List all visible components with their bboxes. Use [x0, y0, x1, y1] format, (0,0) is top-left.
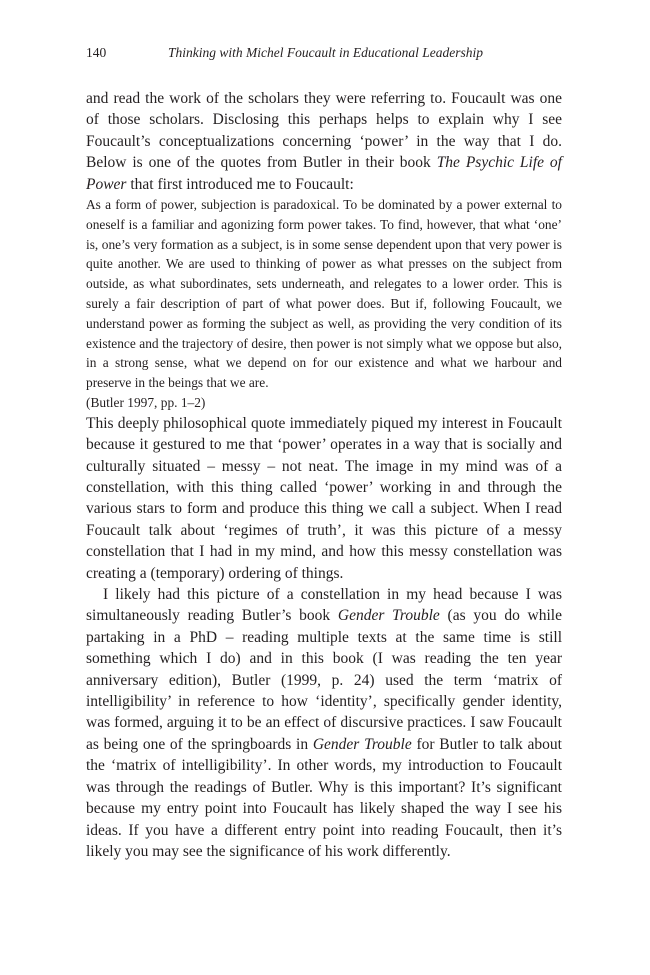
paragraph-1 [86, 88, 562, 195]
body-text [86, 88, 562, 862]
paragraph-1-text-b: that first introduced me to Foucault: [126, 175, 354, 193]
book-title-psychic-life: The Psychic Life of Power [86, 154, 562, 193]
paragraph-1-text-a: and read the work of the scholars they were referring to. Foucault was one of those scholars. Disclosing this perhaps helps to explain why I see Foucault’s conceptualizations concerning ‘power’ in the way that I do. Below is one of the quotes from Butler in their book [86, 90, 562, 172]
paragraph-2: This deeply philosophical quote immediately piqued my interest in Foucault because it gestured to me that ‘power’ operates in a way that is socially and culturally situated – messy – not neat. The image in my mind was of a constellation, with this thing called ‘power’ working in and through the various stars to form and produce this thing we call a subject. When I read Foucault talk about ‘regimes of truth’, it was this picture of a messy constellation that I had in my mind, and how this messy constellation was creating a (temporary) ordering of things. [86, 414, 562, 582]
book-title-gender-trouble-2: Gender Trouble [312, 735, 412, 753]
paragraph-3-text-c: for Butler to talk about the ‘matrix of intelligibility’. In other words, my introduction to Foucault was through the readings of Butler. Why is this important? It’s significant because my entry point into Foucault has likely shaped the way I see his ideas. If you have a different entry point into reading Foucault, then it’s likely you may see the significance of his work differently. [86, 735, 562, 860]
quote-citation: (Butler 1997, pp. 1–2) [86, 395, 206, 410]
paragraph-3-text-a: I likely had this picture of a constellation in my head because I was simultaneously reading Butler’s book [86, 586, 562, 625]
running-title: Thinking with Michel Foucault in Educational Leadership [168, 45, 483, 60]
page-number: 140 [86, 45, 107, 60]
paragraph-3-text-b: (as you do while partaking in a PhD – reading multiple texts at the same time is still something which I do) and in this book (I was reading the ten year anniversary edition), Butler (1999, p. 24) used the term ‘matrix of intelligibility’ in reference to how ‘identity’, specifically gender identity, was formed, arguing it to be an effect of discursive practices. I saw Foucault as being one of the springboards in [86, 607, 562, 753]
running-head [86, 45, 564, 65]
block-quote: As a form of power, subjection is paradoxical. To be dominated by a power external to oneself is a familiar and agonizing form power takes. To find, however, that what ‘one’ is, one’s very formation as a subject, is in some sense dependent upon that very power is quite another. We are used to thinking of power as what presses on the subject from outside, as what subordinates, sets underneath, and relegates to a lower order. This is surely a fair description of part of what power does. But if, following Foucault, we understand power as forming the subject as well, as providing the very condition of its existence and the trajectory of desire, then power is not simply what we oppose but also, in a strong sense, what we depend on for our existence and what we harbour and preserve in the beings that we are. [86, 197, 562, 391]
paragraph-3 [86, 584, 562, 862]
book-title-gender-trouble: Gender Trouble [337, 607, 440, 625]
